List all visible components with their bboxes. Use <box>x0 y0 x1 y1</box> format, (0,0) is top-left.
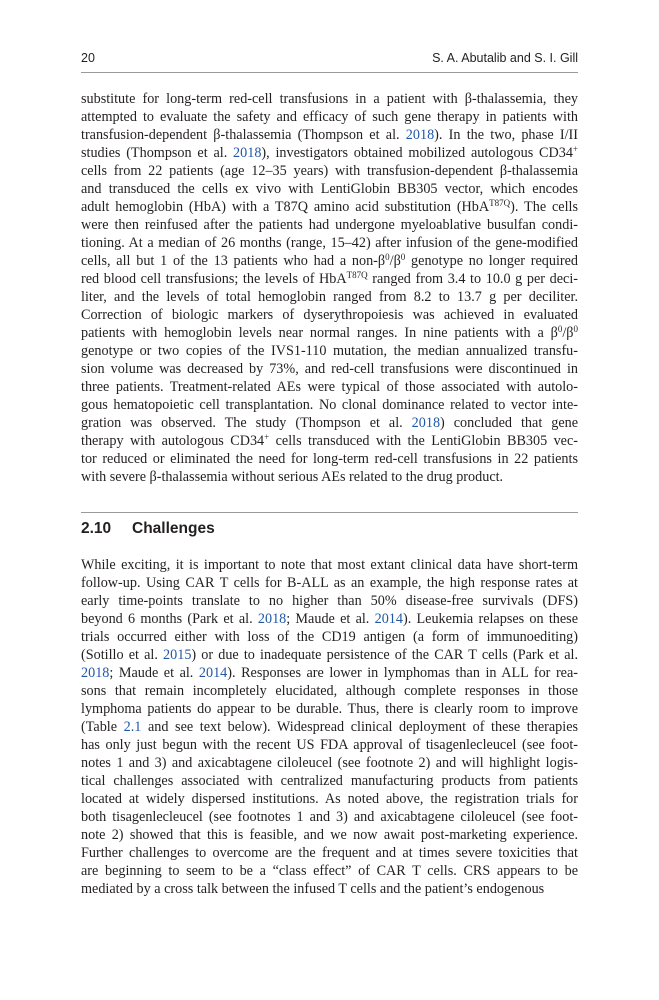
body-paragraph-thalassemia <box>81 90 578 486</box>
text-line: liter, and the levels of total hemoglobin ranged from 8.2 to 13.7 g per deciliter. <box>81 289 578 305</box>
citation-link[interactable]: 2018 <box>233 145 262 161</box>
text-line: has only just begun with the recent US FDA approval of tisagenlecleucel (see foot- <box>81 737 578 753</box>
citation-link[interactable]: 2.1 <box>123 719 142 735</box>
running-head <box>81 51 578 69</box>
text-line: attempted to evaluate the safety and efficacy of such gene therapy in patients with <box>81 109 578 125</box>
header-rule <box>81 72 578 73</box>
text-line: and transduced the cells ex vivo with LentiGlobin BB305 vector, which encodes <box>81 181 578 197</box>
page-number: 20 <box>81 51 95 65</box>
body-paragraph-challenges <box>81 556 578 898</box>
text-line: notes 1 and 3) and axicabtagene ciloleucel (see footnote 2) and will highlight logis- <box>81 755 578 771</box>
text-line: trials occurred either with loss of the CD19 antigen (a form of immunoediting) <box>81 629 578 645</box>
section-heading <box>81 520 215 538</box>
text-line: both tisagenlecleucel (see footnotes 1 and 3) and axicabtagene ciloleucel (see foot- <box>81 809 578 825</box>
text-line: gous hematopoietic cell transplantation. No clonal dominance related to vector inte- <box>81 397 578 413</box>
text-line: While exciting, it is important to note that most extant clinical data have short-term <box>81 557 578 573</box>
superscript: 0 <box>385 252 390 262</box>
text-line: mediated by a cross talk between the infused T cells and the patient’s endogenous <box>81 881 545 897</box>
text-line: adult hemoglobin (HbA) with a T87Q amino acid substitution (HbA$^{T87Q}$). The cells <box>81 198 578 215</box>
citation-link[interactable]: 2014 <box>198 665 228 681</box>
citation-link[interactable]: 2018 <box>405 127 435 143</box>
text-line: lymphoma patients do appear to be durable. Thus, there is clearly room to improve <box>81 701 578 717</box>
text-line: sion volume was decreased by 73%, and red-cell transfusions were discontinued in <box>81 361 578 377</box>
citation-link[interactable]: 2018 <box>257 611 287 627</box>
text-line: tical challenges associated with centralized manufacturing products from patients <box>81 773 578 789</box>
text-line: genotype or two copies of the IVS1-110 mutation, the median annualized transfu- <box>81 343 578 359</box>
text-line: Further challenges to overcome are the frequent and at times severe toxicities that <box>81 845 578 861</box>
text-line: (Sotillo et al. 2015) or due to inadequate persistence of the CAR T cells (Park et al. <box>81 647 578 663</box>
running-head-authors: S. A. Abutalib and S. I. Gill <box>432 51 578 65</box>
superscript: T87Q <box>489 198 511 208</box>
text-line: cells, all but 1 of the 13 patients who had a non-$\beta^0/\beta^0$ genotype no longer required <box>81 252 579 269</box>
text-line: substitute for long-term red-cell transfusions in a patient with β-thalassemia, they <box>81 91 578 107</box>
section-number: 2.10 <box>81 520 112 537</box>
text-line: follow-up. Using CAR T cells for B-ALL as an example, the high response rates at <box>81 575 578 591</box>
text-line: located at widely dispersed institutions. As noted above, the registration trials for <box>81 791 578 807</box>
citation-link[interactable]: 2018 <box>411 415 441 431</box>
text-line: patients with hemoglobin levels near normal ranges. In nine patients with a $\beta^0/\beta^0$ <box>81 324 578 341</box>
citation-link[interactable]: 2018 <box>81 665 110 681</box>
text-line: therapy with autologous CD34+ cells transduced with the LentiGlobin BB305 vec- <box>81 432 578 449</box>
text-line: tioning. At a median of 26 months (range, 15–42) after infusion of the gene-modified <box>81 235 578 251</box>
citation-link[interactable]: 2015 <box>163 647 192 663</box>
text-line: with severe β-thalassemia without serious AEs related to the drug product. <box>81 469 504 485</box>
text-line: tor reduced or eliminated the need for long-term red-cell transfusions in 22 patients <box>81 451 578 467</box>
text-line: Correction of biologic markers of dyserythropoiesis was achieved in evaluated <box>81 307 578 323</box>
superscript: + <box>264 432 270 442</box>
citation-link[interactable]: 2014 <box>374 611 403 627</box>
superscript: T87Q <box>346 270 368 280</box>
text-line: early time-points translate to no higher than 50% disease-free survivals (DFS) <box>81 593 578 609</box>
text-line: were then reinfused after the patients had undergone myeloablative busulfan condi- <box>81 217 578 233</box>
text-line: three patients. Treatment-related AEs were typical of those associated with autolo- <box>81 379 578 395</box>
text-line: note 2) showed that this is feasible, and we now await post-marketing experience. <box>81 827 578 843</box>
section-rule <box>81 512 578 513</box>
text-line: (Table 2.1 and see text below). Widespread clinical deployment of these therapies <box>81 719 579 735</box>
text-line: red blood cell transfusions; the levels of HbA$^{T87Q}$ ranged from 3.4 to 10.0 g per deci- <box>81 270 578 287</box>
superscript: 0 <box>400 252 406 262</box>
text-line: 2018; Maude et al. 2014). Responses are lower in lymphomas than in ALL for rea- <box>81 665 578 681</box>
text-line: transfusion-dependent β-thalassemia (Thompson et al. 2018). In the two, phase I/II <box>81 127 578 143</box>
text-line: gration was observed. The study (Thompson et al. 2018) concluded that gene <box>81 415 579 431</box>
section-title: Challenges <box>132 520 215 537</box>
text-line: are beginning to seem to be a “class effect” of CAR T cells. CRS appears to be <box>81 863 578 879</box>
superscript: 0 <box>573 324 578 334</box>
superscript: 0 <box>557 324 563 334</box>
text-line: studies (Thompson et al. 2018), investigators obtained mobilized autologous CD34+ <box>81 144 578 161</box>
text-line: beyond 6 months (Park et al. 2018; Maude et al. 2014). Leukemia relapses on these <box>81 611 578 627</box>
text-line: sons that remain incompletely elucidated, although complete responses in those <box>81 683 578 699</box>
text-line: cells from 22 patients (age 12–35 years) with transfusion-dependent β-thalassemia <box>81 163 578 179</box>
superscript: + <box>572 144 578 154</box>
